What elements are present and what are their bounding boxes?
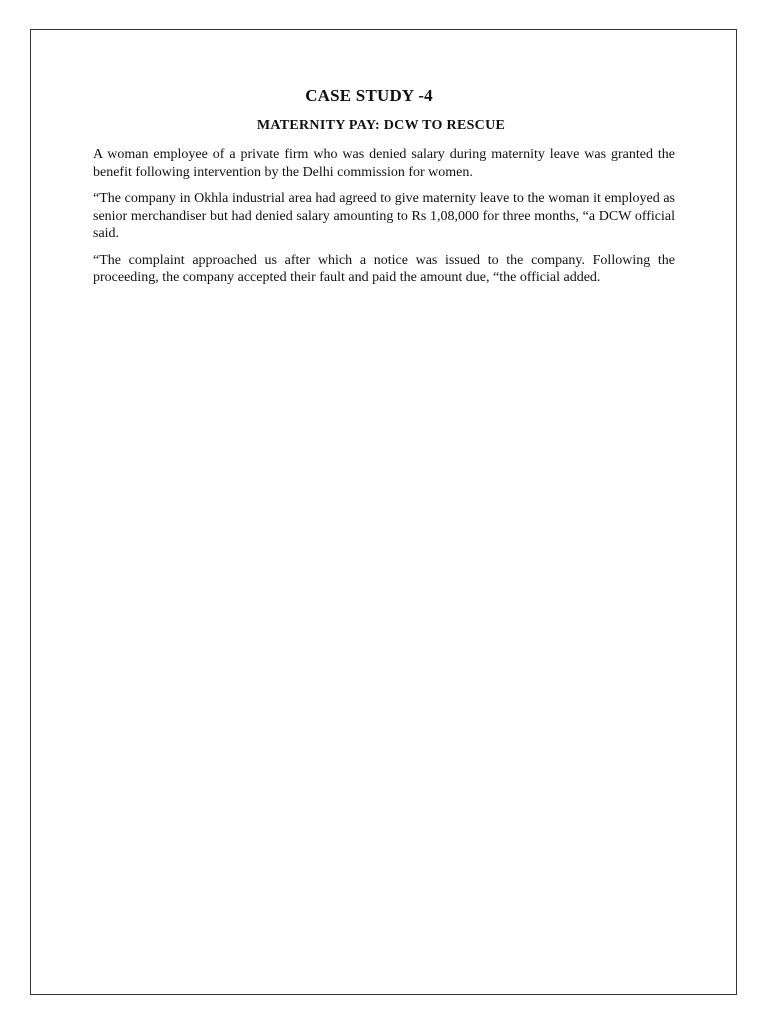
paragraph: “The company in Okhla industrial area had agreed to give maternity leave to the woman it employed as senior merchandiser but had denied salary amounting to Rs 1,08,000 for three months, “a DCW official said. [93, 191, 675, 241]
page-title: CASE STUDY -4 [305, 86, 433, 105]
paragraph: “The complaint approached us after which a notice was issued to the company. Following the proceeding, the company accepted their fault and paid the amount due, “the official added. [93, 252, 675, 285]
paragraph: A woman employee of a private firm who was denied salary during maternity leave was granted the benefit following intervention by the Delhi commission for women. [93, 147, 675, 180]
body-text [93, 146, 675, 296]
page-subtitle: MATERNITY PAY: DCW TO RESCUE [256, 118, 506, 133]
